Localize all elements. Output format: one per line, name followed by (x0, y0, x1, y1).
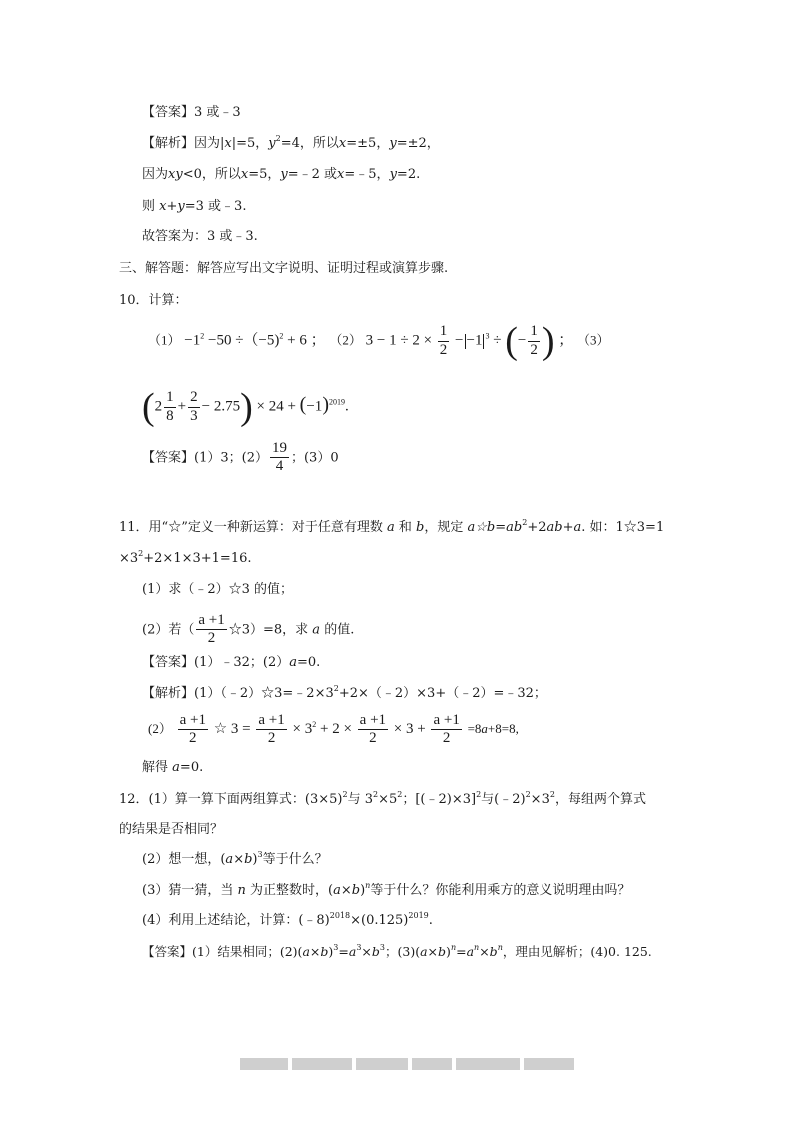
fraction: $\frac{2}{3}$ (190, 389, 198, 424)
q12-line-1: 12．(1）算一算下面两组算式：$(3\times 5)^2$与 $3^2\times 5^2$；[(﹣2)×3]$^2$与$(﹣2)^2\times 3^2$，每组两个算式 (119, 790, 646, 807)
q11-sub-2: (2）若（ $\frac{a +1}{2}$ ☆3）=8，求 a 的值. (142, 612, 355, 647)
fraction: $\frac{1}{2}$ (530, 323, 538, 358)
fraction: $\frac{a +1}{2}$ (359, 712, 387, 747)
q9-analysis-line-3: 则 x+y=3 或﹣3. (142, 199, 247, 214)
q11-analysis-line-1: 【解析】$(1)(﹣2)☆3=﹣2\times 3^2+2\times(﹣2)\times 3+(﹣2)=﹣32$； (142, 684, 547, 701)
q11-answer-line: 【答案】(1）﹣32；(2）a=0. (142, 655, 321, 670)
q11-analysis-line-3: 解得 a=0. (142, 760, 204, 775)
q10-stem: 10．计算： (119, 293, 188, 308)
q12-sub-3: (3）猜一猜，当 n 为正整数时，$(a\times b)^n$等于什么？你能利用乘方的意义说明理由吗？ (142, 881, 631, 898)
fraction: $\frac{a +1}{2}$ (179, 712, 206, 747)
fraction: $\frac{a +1}{2}$ (258, 712, 285, 747)
q9-analysis-line-4: 故答案为：3 或﹣3. (142, 229, 258, 244)
fraction: $\frac{a +1}{2}$ (198, 612, 225, 647)
answer-tag: 【答案】 (142, 655, 195, 670)
q12-sub-2: (2）想一想，$(a\times b)^3$等于什么？ (142, 850, 328, 867)
q11-sub-1: (1）求（﹣2）☆3 的值； (142, 582, 294, 597)
q12-line-2: 的结果是否相同？ (119, 822, 224, 837)
q11-analysis-line-2: (2） $\frac{a +1}{2}$ ☆ 3 = $\frac{a +1}{2}$ × $3^2 + 2$ × $\frac{a +1}{2}$ × 3 + $\frac{a +1}{2}$ =8a+8=8, (148, 712, 519, 747)
q9-analysis-line-1: 【解析】因为|x|=5，$y^2=4$，所以x=±5，y=±2， (142, 134, 440, 151)
answer-tag: 【答案】 (142, 944, 193, 959)
q9-answer-line: 【答案】3 或﹣3 (142, 105, 241, 120)
analysis-tag: 【解析】 (142, 686, 195, 701)
fraction: $\frac{1}{2}$ (439, 323, 448, 358)
q10-answer-line: 【答案】(1）3；(2） $\frac{19}{4}$ ；(3）0 (142, 440, 339, 475)
fraction: $\frac{a +1}{2}$ (433, 712, 460, 747)
answer-tag: 【答案】 (142, 105, 195, 120)
q9-analysis-line-2: 因为xy<0，所以x=5，y=﹣2 或x=﹣5，y=2. (142, 167, 421, 182)
section-heading: 三、解答题：解答应写出文字说明、证明过程或演算步骤. (119, 261, 449, 276)
q12-sub-4: (4）利用上述结论，计算：$(﹣8)^{2018}\times(0.125)^{2019}$. (142, 911, 433, 928)
q10-parts-line: $(1) -1^2 -50 \div(-5)^2 + 6$ ； （2） 3 − 1 ÷ 2 × $\frac{1}{2}$ − −1 $^3$ ÷ (− $\frac{1}{2}$ ) ； （3） (148, 320, 610, 362)
fraction: $\frac{1}{8}$ (166, 389, 174, 424)
q10-part3-line: (2 $\frac{1}{8}$ + $\frac{2}{3}$ − $2.75) \times 24 + (-1)^{2019}$. (142, 386, 349, 428)
q11-line-2: $\times 3^2+2\times 1\times 3+1=16$. (119, 549, 252, 566)
q11-line-1: 11．用“☆”定义一种新运算：对于任意有理数 a 和 b，规定 $a☆b=ab^2+2ab+a$. 如：1☆3=1 (119, 518, 665, 535)
footer-watermark (240, 1058, 578, 1074)
answer-tag: 【答案】 (142, 450, 195, 466)
q12-answer-line: 【答案】(1）结果相同；$(2)(a\times b)^3=a^3\times b^3$；$(3)(a\times b)^n=a^n\times b^n$，理由见解析；(4)0. 125. (142, 943, 652, 959)
fraction: $\frac{19}{4}$ (271, 440, 287, 475)
analysis-tag: 【解析】 (142, 136, 195, 151)
